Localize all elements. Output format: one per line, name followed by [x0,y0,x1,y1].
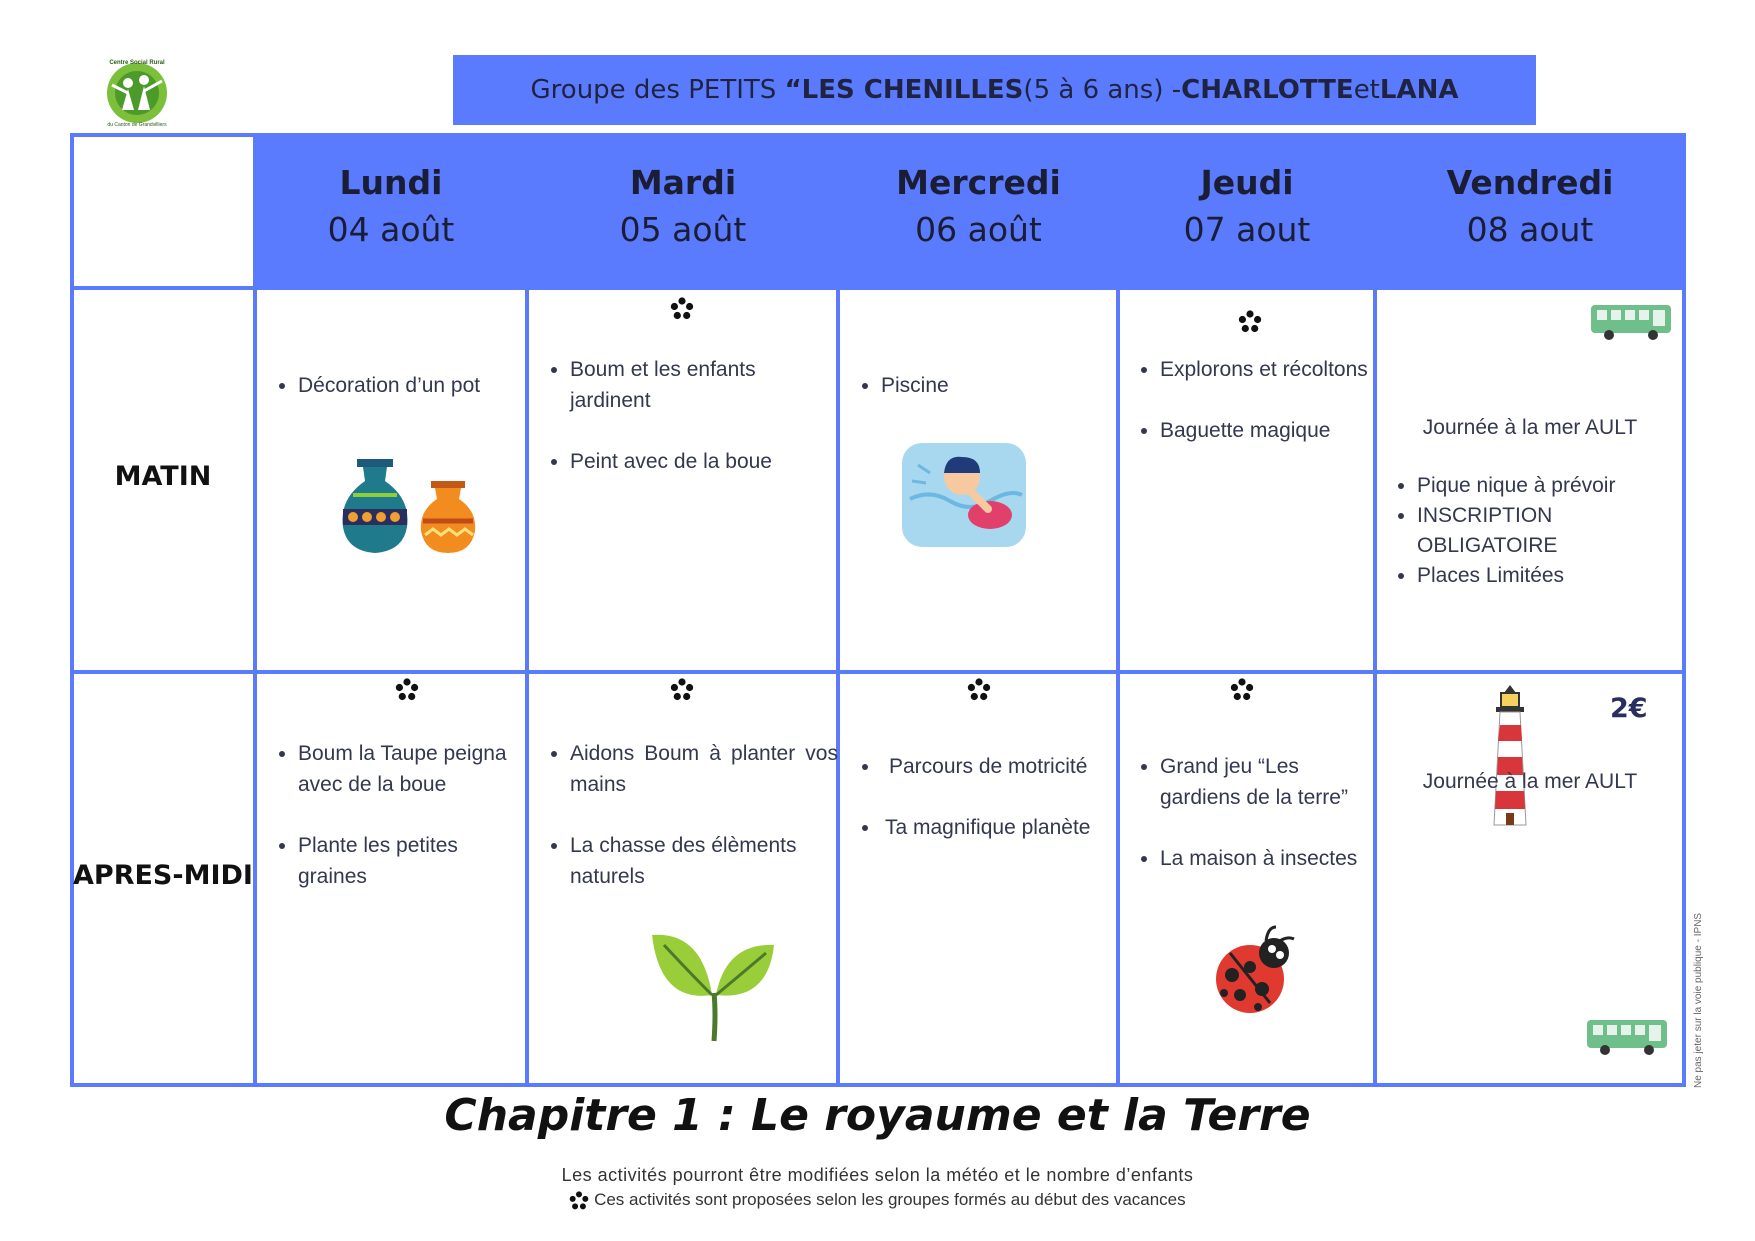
activity-item: • Parcours de motricité [881,751,1119,782]
star-icon [1230,678,1254,702]
schedule-table [70,133,1686,1087]
banner-group: “LES CHENILLES [784,75,1024,105]
swimmer-icon [900,439,1028,551]
star-icon [670,297,694,321]
day-name: Lundi [339,163,443,202]
day-header-mercredi [839,163,1118,249]
activity-item: • Baguette magique [1160,415,1373,446]
lighthouse-icon [1488,685,1532,830]
vendredi-apresmidi-title: Journée à la mer AULT [1422,770,1638,793]
side-notice: Ne pas jeter sur la voie publique - IPNS [1693,912,1704,1088]
banner-ages: (5 à 6 ans) - [1023,75,1182,105]
cell-apresmidi-mardi [548,738,838,892]
groups-note-text: Ces activités sont proposées selon les groupes formés au début des vacances [594,1190,1186,1209]
price-badge: 2€ [1610,693,1648,724]
activity-item: • La maison à insectes [1160,843,1373,874]
bus-icon [1585,1018,1671,1058]
vendredi-matin-title: Journée à la mer AULT [1422,416,1638,439]
activity-item: • Piscine [881,370,1114,401]
day-date: 05 août [619,210,747,249]
group-banner [453,55,1536,125]
banner-et: et [1353,75,1380,105]
cell-apresmidi-lundi [276,738,526,892]
cell-matin-jeudi [1138,354,1373,446]
activity-item: • Décoration d’un pot [298,370,526,401]
cell-matin-vendredi [1395,471,1680,591]
ladybug-icon [1210,923,1306,1019]
activity-item: • Plante les petites graines [298,830,526,892]
activity-item: • Boum et les enfants jardinent [570,354,833,416]
activity-item: • Peint avec de la boue [570,446,833,477]
cell-apresmidi-mercredi [859,751,1119,843]
banner-name2: LANA [1379,75,1459,105]
day-header-mardi [528,163,838,249]
day-header-vendredi [1376,163,1684,249]
groups-note [0,1190,1755,1211]
activity-item: • INSCRIPTION OBLIGATOIRE [1417,501,1680,561]
cell-apresmidi-jeudi [1138,751,1373,874]
row-label-matin: MATIN [114,461,212,492]
logo-icon [92,55,182,127]
activity-item: • Places Limitées [1417,561,1680,591]
cell-matin-mardi [548,354,833,477]
day-header-jeudi [1119,163,1375,249]
day-name: Jeudi [1200,163,1294,202]
day-date: 08 aout [1466,210,1594,249]
day-name: Mardi [629,163,737,202]
activity-item: • Aidons Boum à planter vos mains [570,738,838,800]
day-name: Vendredi [1446,163,1614,202]
star-icon [967,678,991,702]
activity-item: • Explorons et récoltons [1160,354,1373,385]
day-date: 04 août [327,210,455,249]
star-icon [670,678,694,702]
logo-text-bottom: du Canton de Grandvilliers [107,122,167,127]
star-icon [569,1191,589,1211]
sprout-icon [650,923,780,1043]
day-name: Mercredi [896,163,1061,202]
activity-item: • Ta magnifique planète [881,812,1119,843]
cell-matin-mercredi [859,370,1114,401]
star-icon [395,678,419,702]
star-icon [1238,310,1262,334]
chapter-title: Chapitre 1 : Le royaume et la Terre [444,1090,1311,1141]
logo-text-top: Centre Social Rural [109,60,165,66]
day-header-lundi [256,163,526,249]
row-label-apres-midi: APRES-MIDI [73,860,253,891]
cell-matin-lundi [276,370,526,401]
banner-name1: CHARLOTTE [1181,75,1354,105]
day-date: 07 aout [1183,210,1311,249]
activity-item: • Grand jeu “Les gardiens de la terre” [1160,751,1373,813]
vase-icon [335,459,485,559]
day-date: 06 août [915,210,1042,249]
bus-icon [1589,303,1675,343]
activity-item: • Pique nique à prévoir [1417,471,1680,501]
activity-item: • La chasse des élèments naturels [570,830,838,892]
banner-prefix: Groupe des PETITS [530,75,777,105]
weather-note: Les activités pourront être modifiées selon la météo et le nombre d’enfants [561,1165,1194,1185]
activity-item: • Boum la Taupe peigna avec de la boue [298,738,526,800]
